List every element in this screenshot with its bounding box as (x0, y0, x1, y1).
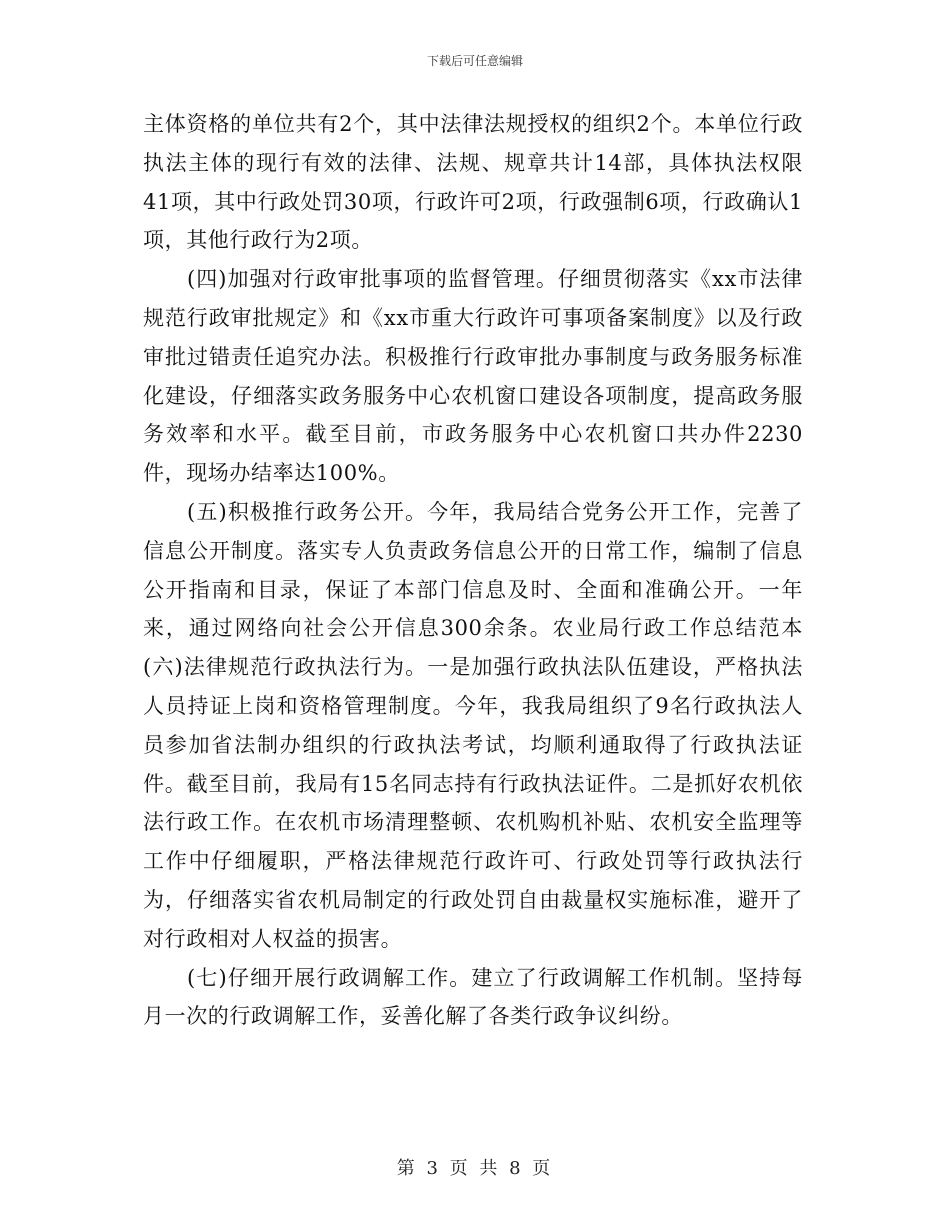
page-header-note: 下载后可任意编辑 (426, 54, 523, 68)
paragraph-1: 主体资格的单位共有2个，其中法律法规授权的组织2个。本单位行政执法主体的现行有效的法律、法规、规章共计14部，具体执法权限41项，其中行政处罚30项，行政许可2项，行政强制6项，行政确认1项，其他行政行为2项。 (143, 112, 803, 253)
page-number-footer: 第 3 页 共 8 页 (396, 1158, 554, 1179)
document-body (143, 105, 803, 1036)
paragraph-3: (五)积极推行政务公开。今年，我局结合党务公开工作，完善了信息公开制度。落实专人负责政务信息公开的日常工作，编制了信息公开指南和目录，保证了本部门信息及时、全面和准确公开。一年来，通过网络向社会公开信息300余条。农业局行政工作总结范本(六)法律规范行政执法行为。一是加强行政执法队伍建设，严格执法人员持证上岗和资格管理制度。今年，我我局组织了9名行政执法人员参加省法制办组织的行政执法考试，均顺利通取得了行政执法证件。截至目前，我局有15名同志持有行政执法证件。二是抓好农机依法行政工作。在农机市场清理整顿、农机购机补贴、农机安全监理等工作中仔细履职，严格法律规范行政许可、行政处罚等行政执法行为，仔细落实省农机局制定的行政处罚自由裁量权实施标准，避开了对行政相对人权益的损害。 (143, 499, 803, 951)
paragraph-4: (七)仔细开展行政调解工作。建立了行政调解工作机制。坚持每月一次的行政调解工作，妥善化解了各类行政争议纠纷。 (143, 965, 803, 1029)
paragraph-2: (四)加强对行政审批事项的监督管理。仔细贯彻落实《xx市法律规范行政审批规定》和《xx市重大行政许可事项备案制度》以及行政审批过错责任追究办法。积极推行行政审批办事制度与政务服务标准化建设，仔细落实政务服务中心农机窗口建设各项制度，提高政务服务效率和水平。截至目前，市政务服务中心农机窗口共办件2230件，现场办结率达100%。 (143, 267, 803, 486)
